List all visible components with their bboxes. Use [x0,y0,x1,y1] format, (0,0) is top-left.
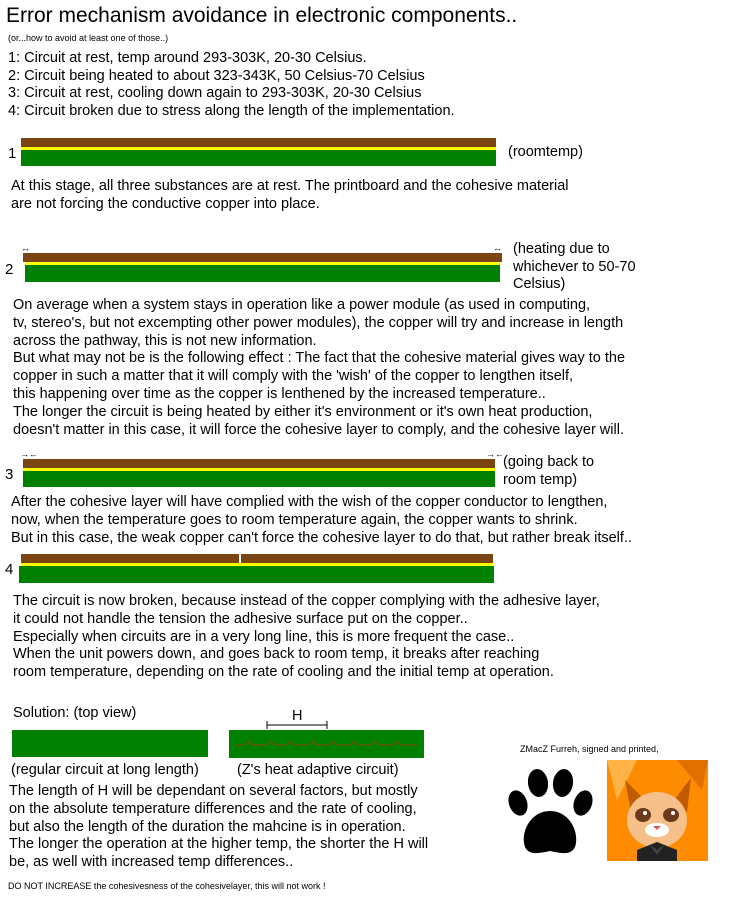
solution-label: Solution: (top view) [13,705,137,721]
text-line: But what may not be is the following effect : The fact that the cohesive material gives way to the [13,350,626,367]
heat-adaptive-circuit [229,730,424,758]
text-line: this happening over time as the copper is lenthened by the increased temperature.. [13,385,546,402]
step-item: 3: Circuit at rest, cooling down again to 293-303K, 20-30 Celsius [8,85,422,101]
copper-layer [23,253,502,262]
stage-3-text [11,494,632,547]
stage-2-text [13,297,625,439]
copper-break [239,554,241,563]
step-item: 2: Circuit being heated to about 323-343K, 50 Celsius-70 Celsius [8,67,425,84]
regular-circuit-caption: (regular circuit at long length) [11,762,199,778]
stage-4-text [13,593,600,682]
printboard-layer [25,265,500,282]
shrink-arrow-icon: →← [20,449,38,459]
text-line: are not forcing the conductive copper into place. [11,195,320,212]
text-line: but also the length of the duration the mahcine is in operation. [9,818,406,835]
stage-1-number: 1 [8,145,17,162]
text-line: The longer the circuit is being heated by either it's environment or it's own heat production, [13,403,593,420]
stage-2-number: 2 [5,261,14,278]
stage-3-side-label: (going back to room temp) [503,454,595,488]
page-subtitle: (or...how to avoid at least one of those..) [8,33,169,43]
paw-print-icon [500,763,600,863]
text-line: The circuit is now broken, because instead of the copper complying with the adhesive layer, [13,593,600,609]
h-label: H [292,708,303,724]
text-line: doesn't matter in this case, it will force the cohesive layer to comply, and the cohesive layer will. [13,421,624,438]
copper-layer [23,459,495,468]
text-line: be, as well with increased temp differences.. [9,854,294,871]
h-dimension-marker [265,720,329,730]
printboard-layer [21,150,496,166]
text-line: But in this case, the weak copper can't force the cohesive layer to do that, but rather break itself.. [11,529,632,546]
text-line: Especially when circuits are in a very long line, this is more frequent the case.. [13,628,515,645]
text-line: room temperature, depending on the rate of cooling and the initial temp at operation. [13,664,554,681]
printboard-layer [23,471,495,487]
text-line: copper in such a matter that it will comply with the 'wish' of the copper to lengthen itself, [13,368,574,385]
text-line: across the pathway, this is not new information. [13,332,317,349]
step-item: 4: Circuit broken due to stress along the length of the implementation. [8,102,455,119]
stage-1-text [11,178,569,214]
regular-circuit [12,730,208,757]
stage-3-number: 3 [5,466,14,483]
signature-text: ZMacZ Furreh, signed and printed, [520,744,659,754]
page-title: Error mechanism avoidance in electronic components.. [6,4,518,27]
avatar [607,760,708,861]
step-item: 1: Circuit at rest, temp around 293-303K, 20-30 Celsius. [8,50,367,66]
text-line: The longer the operation at the higher temp, the shorter the H will [9,836,429,853]
expand-arrow-icon: ↔ [493,243,502,253]
stage-2-side-label: (heating due to whichever to 50-70 Celsius) [513,241,636,292]
text-line: tv, stereo's, but not excempting other power modules), the copper will try and increase in length [13,314,624,331]
adaptive-circuit-caption: (Z's heat adaptive circuit) [237,762,399,778]
text-line: it could not handle the tension the adhesive surface put on the copper.. [13,610,468,627]
text-line: now, when the temperature goes to room temperature again, the copper wants to shrink. [11,511,578,528]
text-line: When the unit powers down, and goes back to room temp, it breaks after reaching [13,646,540,663]
printboard-layer [19,566,494,583]
text-line: On average when a system stays in operation like a power module (as used in computing, [13,297,591,313]
text-line: The length of H will be dependant on several factors, but mostly [9,783,418,799]
solution-text [9,783,428,872]
copper-layer [21,554,493,563]
steps-list [8,50,455,120]
text-line: At this stage, all three substances are at rest. The printboard and the cohesive material [11,178,569,194]
footer-warning: DO NOT INCREASE the cohesivesness of the cohesivelayer, this will not work ! [8,881,326,891]
expand-arrow-icon: ↔ [21,243,30,253]
shrink-arrow-icon: →← [486,449,504,459]
stage-4-number: 4 [5,561,14,578]
copper-layer [21,138,496,147]
text-line: on the absolute temperature differences and the rate of cooling, [9,800,417,817]
stage-1-side-label: (roomtemp) [508,144,583,160]
text-line: After the cohesive layer will have complied with the wish of the copper conductor to lengthen, [11,494,608,510]
